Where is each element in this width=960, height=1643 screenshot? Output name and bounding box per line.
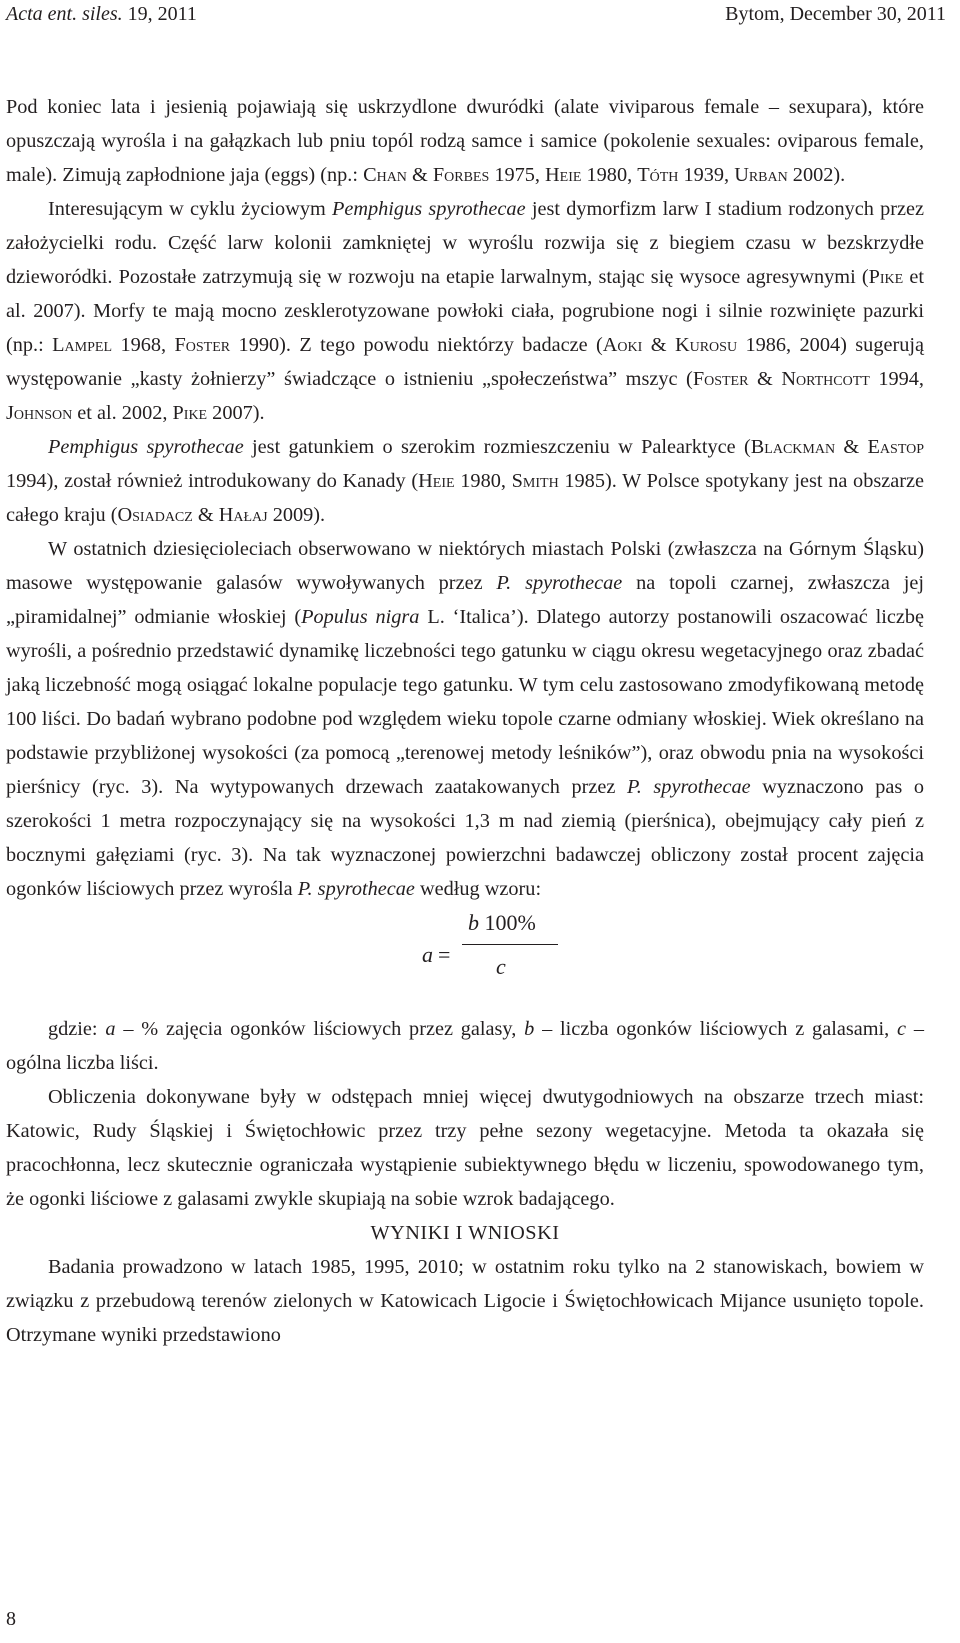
text-run: & (642, 334, 675, 356)
text-run: & (748, 368, 782, 390)
author-name: Heie (545, 164, 582, 186)
article-body (6, 90, 924, 1352)
author-name: Smith (511, 470, 559, 492)
section-heading: WYNIKI I WNIOSKI (370, 1222, 560, 1244)
author-name: Chan (363, 164, 407, 186)
author-name: Foster (174, 334, 231, 356)
paragraph-dimorphism (6, 192, 924, 430)
formula-legend (6, 1012, 924, 1080)
species-name: P. spyrothecae (496, 572, 623, 594)
text-run: 1939, (678, 164, 735, 186)
text-run: 1985). W Polsce spotykany jest na obszarze całego kraju ( (6, 470, 924, 526)
running-header (6, 0, 946, 30)
author-name: Hałaj (218, 504, 268, 526)
text-run: – % zajęcia ogonków liściowych przez galasy, (115, 1018, 525, 1040)
paragraph-calculations: Obliczenia dokonywane były w odstępach mniej więcej dwutygodniowych na obszarze trzech miast: Katowic, Rudy Śląskiej i Świętochłowic przez trzy pełne sezony wegetacyjne. Metoda ta okazała się pracochłonna, lecz skutecznie ograniczała wystąpienie subiektywnego błędu w liczeniu, spowodowanego tym, że ogonki liściowe z galasami zwykle skupiają na sobie wzrok badającego. (6, 1086, 924, 1210)
journal-citation (6, 0, 197, 28)
author-name: Forbes (432, 164, 490, 186)
species-name: P. spyrothecae (626, 776, 751, 798)
text-run: 1990). Z tego powodu niektórzy badacze ( (230, 334, 603, 356)
text-run: et al. 2007). Morfy te mają mocno zesklerotyzowane powłoki ciała, pogrubione nogi i silnie rozwinięte pazurki (np.: (6, 266, 924, 356)
paragraph-results: Badania prowadzono w latach 1985, 1995, 2010; w ostatnim roku tylko na 2 stanowiskach, bowiem w związku z przebudową terenów zielonych w Katowicach Ligocie i Świętochłowicach Mijance usunięto topole. Otrzymane wyniki przedstawiono (6, 1256, 924, 1346)
formula-numerator (468, 906, 536, 940)
text-run: & (406, 164, 433, 186)
text-run: 1986, 2004) sugerują występowanie „kasty żołnierzy” świadczące o istnieniu „społeczeństwa” mszyc ( (6, 334, 924, 390)
journal-name: Acta ent. siles. (6, 3, 123, 25)
author-name: Osiadacz (117, 504, 193, 526)
paragraph-methods (6, 532, 924, 906)
text-run: L. ‘Italica’). Dlatego autorzy postanowili oszacować liczbę wyrośli, a pośrednio przedstawić dynamikę liczebności tego gatunku w ciągu okresu wegetacyjnego oraz zbadać jaką liczebność mogą osiągać lokalne populacje tego gatunku. W tym celu zastosowano zmodyfikowaną metodę 100 liści. Do badań wybrano podobne pod względem wieku topole czarne odmiany włoskiej. Wiek określano na podstawie przybliżonej wysokości (za pomocą „terenowej metody leśników”), oraz obwodu pnia na wysokości pierśnicy (ryc. 3). Na wytypowanych drzewach zaatakowanych przez (6, 606, 924, 798)
publication-place-date: Bytom, December 30, 2011 (725, 3, 946, 25)
text-run: et al. 2002, (72, 402, 173, 424)
author-name: Urban (734, 164, 788, 186)
journal-volume: 19, 2011 (127, 3, 197, 25)
author-name: Kurosu (674, 334, 738, 356)
text-run: W ostatnich dziesięcioleciach obserwowano w niektórych miastach Polski (zwłaszcza na Górnym Śląsku) masowe występowanie galasów wywoływanych przez (6, 538, 924, 594)
text-run: 2009). (267, 504, 326, 526)
author-name: Pike (172, 402, 208, 424)
page-number: 8 (6, 1608, 16, 1630)
formula-constant: 100% (479, 910, 536, 935)
author-name: Eastop (867, 436, 925, 458)
text-run: jest dymorfizm larw I stadium rodzonych przez założycielki rodu. Część larw kolonii zamkniętej w wyroślu rozwija się z biegiem czasu w bezskrzydłe dzieworódki. Pozostałe zatrzymują się w rozwoju na etapie larwalnym, stając się wysoce agresywnymi ( (6, 198, 925, 288)
formula-variable: b (524, 1018, 535, 1040)
species-name: Pemphigus spyrothecae (48, 436, 244, 458)
text-run: jest gatunkiem o szerokim rozmieszczeniu w Palearktyce ( (243, 436, 751, 458)
formula-variable: a (105, 1018, 116, 1040)
author-name: Tóth (637, 164, 679, 186)
text-run: & (835, 436, 868, 458)
author-name: Northcott (781, 368, 870, 390)
text-run: gdzie: (48, 1018, 106, 1040)
text-run: wyznaczono pas o szerokości 1 metra rozpoczynający się na wysokości 1,3 m nad ziemią (pierśnica), obejmujący cały pień z bocznymi gałęziami (ryc. 3). Na tak wyznaczonej powierzchni badawczej obliczony został procent zajęcia ogonków liściowych przez wyrośla (6, 776, 924, 900)
paragraph-life-cycle (6, 90, 924, 192)
text-run: na topoli czarnej, zwłaszcza jej „piramidalnej” odmianie włoskiej ( (6, 572, 924, 628)
species-name: Populus nigra (301, 606, 420, 628)
text-run: Interesującym w cyklu życiowym (48, 198, 332, 220)
text-run: 2002). (787, 164, 846, 186)
text-run: według wzoru: (414, 878, 542, 900)
author-name: Aoki (602, 334, 643, 356)
text-run: 1980, (581, 164, 638, 186)
text-run: 1968, (112, 334, 175, 356)
formula-variable: c (897, 1018, 907, 1040)
author-name: Blackman (750, 436, 836, 458)
formula-denominator: c (496, 954, 506, 979)
text-run: 1994, (869, 368, 925, 390)
species-name: Pemphigus spyrothecae (331, 198, 526, 220)
fraction-bar (462, 944, 558, 945)
author-name: Johnson (6, 402, 73, 424)
species-name: P. spyrothecae (297, 878, 415, 900)
paragraph-distribution (6, 430, 924, 532)
text-run: 1975, (489, 164, 546, 186)
text-run: – liczba ogonków liściowych z galasami, (534, 1018, 898, 1040)
text-run: 1994), został również introdukowany do Kanady ( (6, 470, 419, 492)
text-run: & (192, 504, 219, 526)
text-run: 2007). (207, 402, 265, 424)
formula (6, 906, 924, 1012)
author-name: Heie (418, 470, 455, 492)
formula-variable: b (468, 910, 479, 935)
text-run: 1980, (454, 470, 512, 492)
text-run: – ogólna liczba liści. (6, 1018, 924, 1074)
author-name: Lampel (52, 334, 113, 356)
author-name: Foster (692, 368, 749, 390)
author-name: Pike (868, 266, 904, 288)
text-run: Pod koniec lata i jesienią pojawiają się uskrzydlone dwuródki (alate viviparous female – sexupara), które opuszczają wyrośla i na gałązkach lub pniu topól rodzą samce i samice (pokolenie sexuales: oviparous female, male). Zimują zapłodnione jaja (eggs) (np.: (6, 96, 924, 186)
formula-lhs: a (422, 942, 433, 967)
formula-equals: = (438, 942, 451, 967)
